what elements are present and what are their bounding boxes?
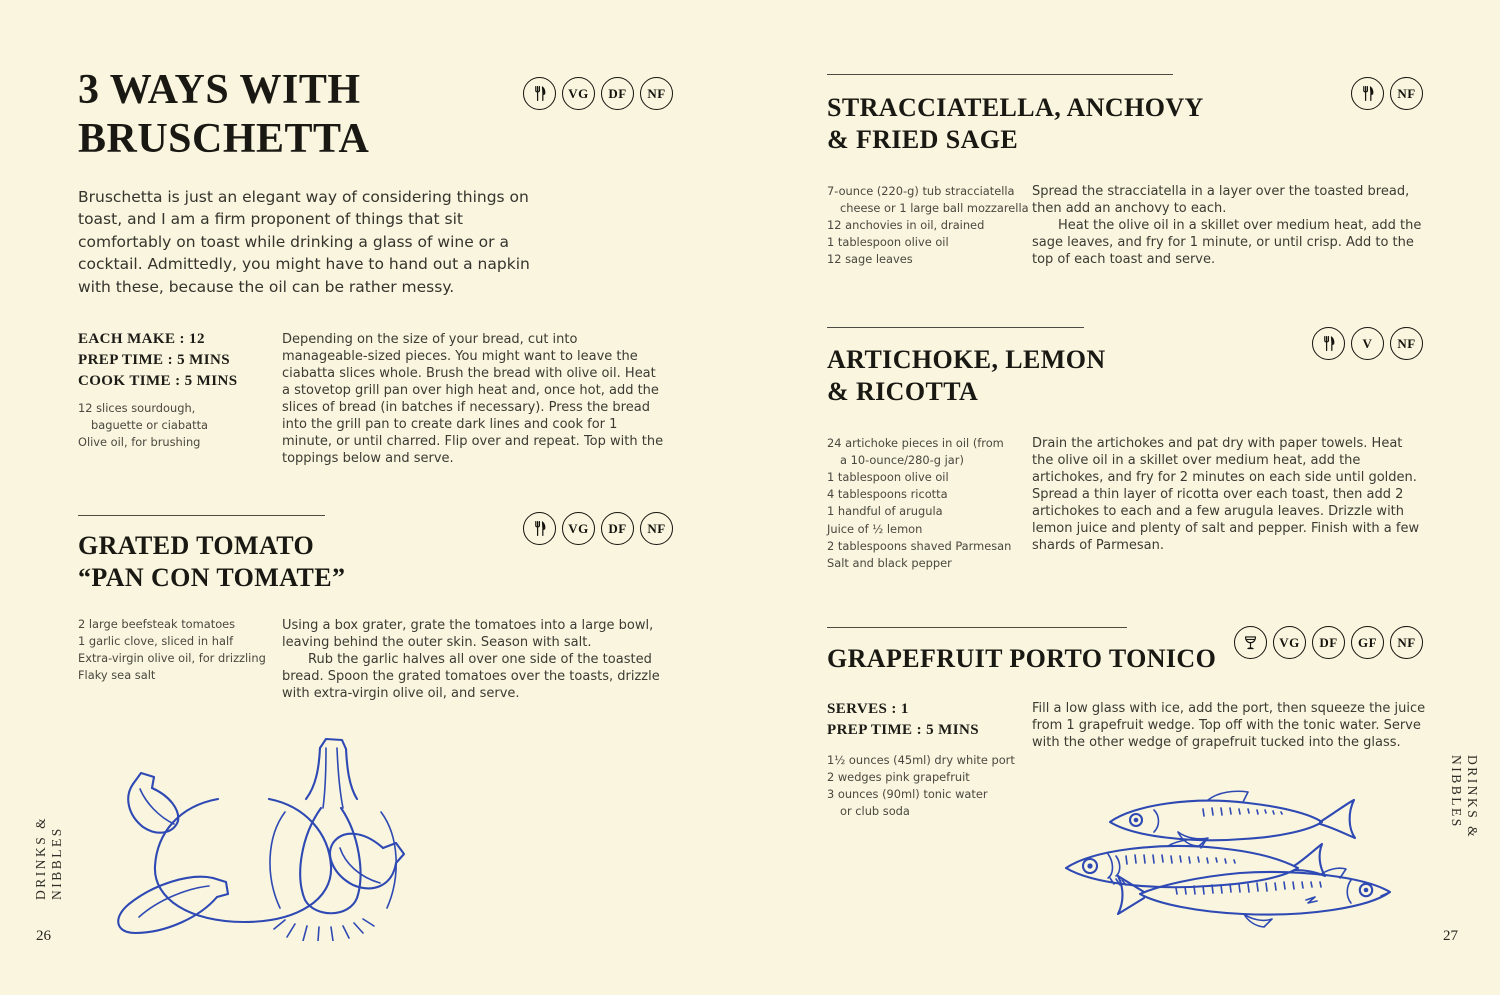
ingredient-line: 1 tablespoon olive oil <box>827 235 949 250</box>
ingredient-line: 1 tablespoon olive oil <box>827 470 949 485</box>
bruschetta-meta <box>78 330 237 392</box>
bruschetta-method <box>282 331 664 467</box>
prep-time: PREP TIME : 5 MINS <box>827 721 979 738</box>
artichoke-title <box>827 344 1106 407</box>
ingredient-line: 1½ ounces (45ml) dry white port <box>827 753 1015 767</box>
diet-badge-nf: NF <box>1390 77 1423 110</box>
ingredient-line: 7-ounce (220-g) tub stracciatella <box>827 184 1015 198</box>
diet-badge-vg: VG <box>562 77 595 110</box>
grated-tomato-ingredients <box>78 616 283 684</box>
method-paragraph: Spread the stracciatella in a layer over the toasted bread, then add an anchovy to each. <box>1032 184 1410 217</box>
diet-badge-nf: NF <box>1390 626 1423 659</box>
edge-label-left: DRINKS & NIBBLES <box>33 815 64 900</box>
page-number-right: 27 <box>1443 928 1458 944</box>
porto-tonico-title: GRAPEFRUIT PORTO TONICO <box>827 644 1217 673</box>
bruschetta-ingredients <box>78 400 278 451</box>
ingredient-line: Salt and black pepper <box>827 555 952 570</box>
grated-tomato-badges <box>523 512 673 545</box>
section-divider <box>78 515 325 516</box>
diet-badge-v: V <box>1351 327 1384 360</box>
grated-tomato-title-line1: GRATED TOMATO <box>78 531 315 560</box>
page-title-line2: BRUSCHETTA <box>78 116 370 163</box>
bruschetta-badges <box>523 77 673 110</box>
ingredient-line: cheese or 1 large ball mozzarella <box>840 201 1029 216</box>
cocktail-glass-icon <box>1234 626 1267 659</box>
diet-badge-df: DF <box>1312 626 1345 659</box>
ingredient-line: 12 sage leaves <box>827 252 913 267</box>
ingredient-line: or club soda <box>840 804 910 819</box>
diet-badge-df: DF <box>601 77 634 110</box>
stracciatella-method <box>1032 183 1424 268</box>
ingredient-line: 2 large beefsteak tomatoes <box>78 617 236 631</box>
diet-badge-nf: NF <box>640 512 673 545</box>
ingredient-line: 2 wedges pink grapefruit <box>827 770 970 785</box>
diet-badge-vg: VG <box>1273 626 1306 659</box>
diet-badge-nf: NF <box>1390 327 1423 360</box>
intro-paragraph: Bruschetta is just an elegant way of considering things on toast, and I am a firm proponent of things that sit comfortably on toast while drinking a glass of wine or a cocktail. Admittedly, you might have to hand out a napkin with these, because the oil can be rather messy. <box>78 188 530 296</box>
fork-and-knife-icon <box>1351 77 1384 110</box>
ingredient-line: Extra-virgin olive oil, for drizzling <box>78 651 266 666</box>
ingredient-line: 4 tablespoons ricotta <box>827 487 948 502</box>
ingredient-line: 12 anchovies in oil, drained <box>827 218 985 233</box>
ingredient-line: 12 slices sourdough, <box>78 401 196 415</box>
serves: SERVES : 1 <box>827 701 909 717</box>
stracciatella-title <box>827 92 1204 155</box>
page-number-left: 26 <box>36 928 51 944</box>
ingredient-line: 1 garlic clove, sliced in half <box>78 634 234 649</box>
ingredient-line: baguette or ciabatta <box>91 418 209 433</box>
ingredient-line: 1 handful of arugula <box>827 504 943 519</box>
stracciatella-ingredients <box>827 183 1032 269</box>
prep-time: PREP TIME : 5 MINS <box>78 351 230 368</box>
method-paragraph: Drain the artichokes and pat dry with paper towels. Heat the olive oil in a skillet over medium heat, add the artichokes, and fry for 2 minutes on each side until golden. Spread a thin layer of ricotta over each toast, then add 2 artichokes to each and a few arugula leaves. Drizzle with lemon juice and plenty of salt and pepper. Finish with a few shards of Parmesan. <box>1032 436 1420 554</box>
ingredient-line: Juice of ½ lemon <box>827 521 923 536</box>
fork-and-knife-icon <box>523 512 556 545</box>
porto-tonico-meta <box>827 700 979 742</box>
page-title-line1: 3 WAYS WITH <box>78 67 361 113</box>
ingredient-line: 24 artichoke pieces in oil (from <box>827 436 1004 450</box>
garlic-illustration <box>95 736 415 941</box>
section-divider <box>827 627 1127 628</box>
artichoke-method <box>1032 435 1424 554</box>
stracciatella-badges <box>1351 77 1423 110</box>
each-make: EACH MAKE : 12 <box>78 331 205 347</box>
artichoke-title-line2: & RICOTTA <box>827 376 979 406</box>
cook-time: COOK TIME : 5 MINS <box>78 372 238 389</box>
stracciatella-title-line1: STRACCIATELLA, ANCHOVY <box>827 93 1204 122</box>
porto-tonico-ingredients <box>827 752 1042 820</box>
fork-and-knife-icon <box>1312 327 1345 360</box>
diet-badge-df: DF <box>601 512 634 545</box>
artichoke-ingredients <box>827 435 1037 572</box>
diet-badge-vg: VG <box>562 512 595 545</box>
grated-tomato-title <box>78 530 345 593</box>
porto-tonico-method <box>1032 700 1428 751</box>
grated-tomato-title-line2: “PAN CON TOMATE” <box>78 562 346 592</box>
method-paragraph: Rub the garlic halves all over one side of the toasted bread. Spoon the grated tomatoes over the toasts, drizzle with extra-virgin olive oil, and serve. <box>282 652 660 702</box>
ingredient-line: a 10-ounce/280-g jar) <box>840 453 964 468</box>
fork-and-knife-icon <box>523 77 556 110</box>
ingredient-line: 2 tablespoons shaved Parmesan <box>827 538 1012 553</box>
artichoke-title-line1: ARTICHOKE, LEMON <box>827 345 1106 374</box>
section-divider <box>827 327 1084 328</box>
edge-label-right: DRINKS & NIBBLES <box>1449 755 1480 840</box>
anchovies-illustration <box>1058 780 1403 938</box>
ingredient-line: 3 ounces (90ml) tonic water <box>827 787 988 802</box>
ingredient-line: Flaky sea salt <box>78 668 156 683</box>
diet-badge-gf: GF <box>1351 626 1384 659</box>
grated-tomato-method <box>282 617 660 702</box>
artichoke-badges <box>1312 327 1423 360</box>
porto-tonico-badges <box>1234 626 1423 659</box>
ingredient-line: Olive oil, for brushing <box>78 435 201 450</box>
page-title <box>78 66 369 164</box>
section-divider <box>827 74 1173 75</box>
diet-badge-nf: NF <box>640 77 673 110</box>
method-paragraph: Depending on the size of your bread, cut into manageable-sized pieces. You might want to leave the ciabatta slices whole. Brush the bread with olive oil. Heat a stovetop grill pan over high heat and, once hot, add the slices of bread (in batches if necessary). Press the bread into the grill pan to create dark lines and cook for 1 minute, or until charred. Flip over and repeat. Top with the toppings below and serve. <box>282 332 664 467</box>
stracciatella-title-line2: & FRIED SAGE <box>827 124 1019 154</box>
method-paragraph: Using a box grater, grate the tomatoes into a large bowl, leaving behind the outer skin. Season with salt. <box>282 618 654 651</box>
method-paragraph: Heat the olive oil in a skillet over medium heat, add the sage leaves, and fry for 1 minute, or until crisp. Add to the top of each toast and serve. <box>1032 218 1422 268</box>
method-paragraph: Fill a low glass with ice, add the port, then squeeze the juice from 1 grapefruit wedge. Top off with the tonic water. Serve with the other wedge of grapefruit tucked into the glass. <box>1032 701 1426 751</box>
